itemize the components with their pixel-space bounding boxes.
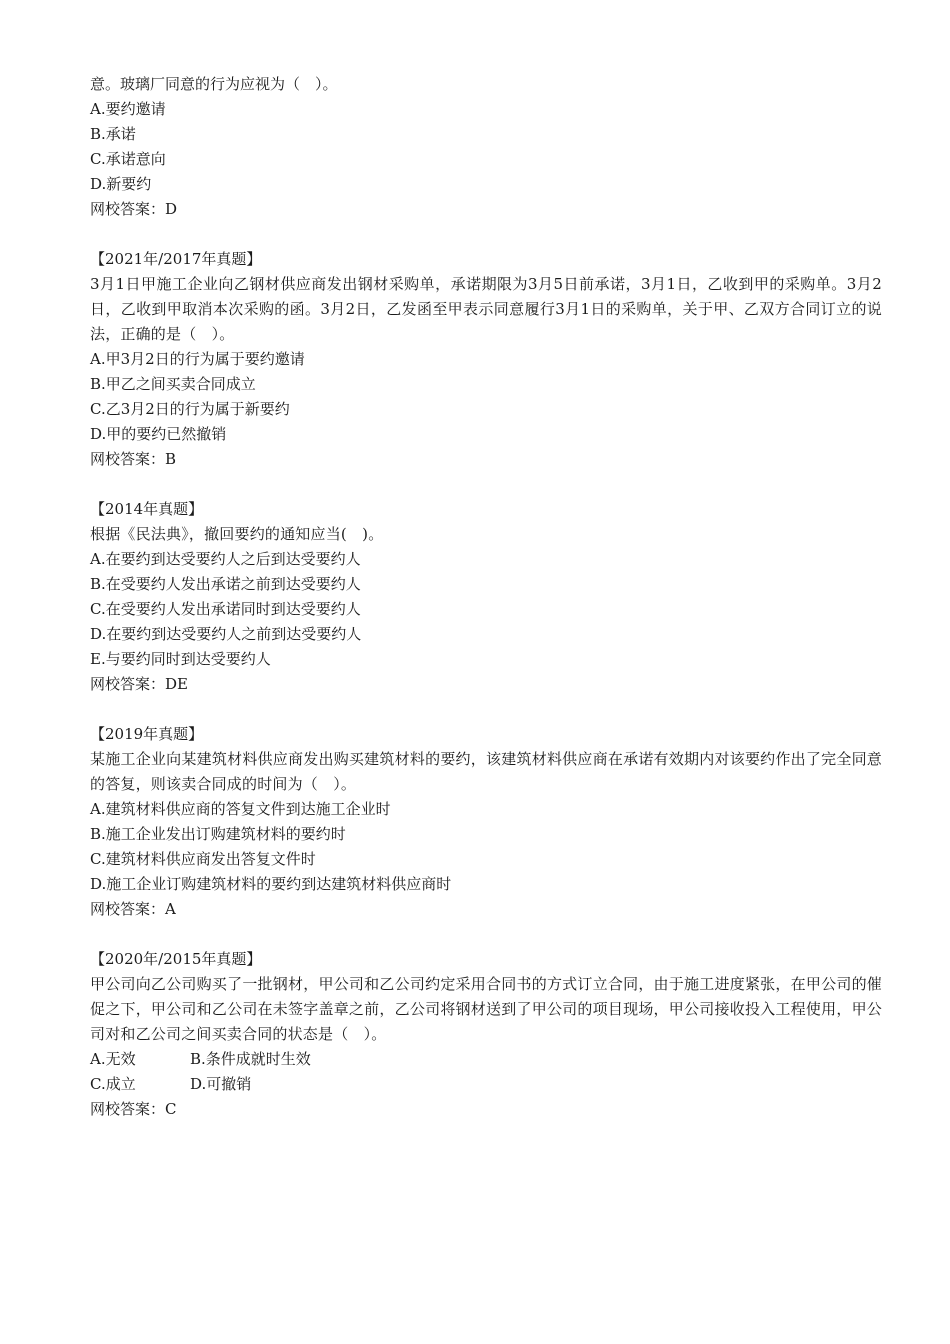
question-stem: 甲公司向乙公司购买了一批钢材，甲公司和乙公司约定采用合同书的方式订立合同，由于施工进度紧张，在甲公司的催促之下，甲公司和乙公司在未签字盖章之前，乙公司将钢材送到了甲公司的项目现场，甲公司接收投入工程使用，甲公司对和乙公司之间买卖合同的状态是（ ）。 [90,975,882,1043]
option-a: A.在要约到达受要约人之后到达受要约人 [90,550,361,568]
option-c: C.建筑材料供应商发出答复文件时 [90,850,316,868]
question-tag: 【2014年真题】 [90,500,204,518]
question-block-4 [90,947,882,1122]
question-stem: 3月1日甲施工企业向乙钢材供应商发出钢材采购单，承诺期限为3月5日前承诺，3月1日，乙收到甲的采购单。3月2日，乙收到甲取消本次采购的函。3月2日，乙发函至甲表示同意履行3月1日的采购单，关于甲、乙双方合同订立的说法，正确的是（ ）。 [90,275,882,343]
option-c: C.成立 [90,1075,136,1093]
option-c: C.乙3月2日的行为属于新要约 [90,400,290,418]
answer-line: 网校答案：B [90,450,177,468]
question-block-1 [90,247,882,472]
option-d: D.施工企业订购建筑材料的要约到达建筑材料供应商时 [90,875,452,893]
option-row-1 [90,1047,882,1072]
question-block-3 [90,722,882,922]
question-stem: 根据《民法典》，撤回要约的通知应当( )。 [90,525,384,543]
option-e: E.与要约同时到达受要约人 [90,650,271,668]
option-a: A.无效 [90,1050,136,1068]
option-row-2 [90,1072,882,1097]
option-a: A.甲3月2日的行为属于要约邀请 [90,350,305,368]
spacer [90,697,882,722]
question-tag: 【2019年真题】 [90,725,204,743]
option-d: D.在要约到达受要约人之前到达受要约人 [90,625,362,643]
spacer [90,472,882,497]
spacer [90,922,882,947]
option-c: C.承诺意向 [90,150,166,168]
option-a: A.建筑材料供应商的答复文件到达施工企业时 [90,800,391,818]
option-a: A.要约邀请 [90,100,166,118]
answer-line: 网校答案：A [90,900,176,918]
answer-line: 网校答案：DE [90,675,188,693]
option-b: B.承诺 [90,125,136,143]
question-stem: 某施工企业向某建筑材料供应商发出购买建筑材料的要约，该建筑材料供应商在承诺有效期内对该要约作出了完全同意的答复，则该卖合同成的时间为（ ）。 [90,750,882,793]
option-d: D.新要约 [90,175,152,193]
question-block-2 [90,497,882,697]
question-stem-tail: 意。玻璃厂同意的行为应视为（ ）。 [90,75,338,93]
answer-line: 网校答案：C [90,1100,177,1118]
option-c: C.在受要约人发出承诺同时到达受要约人 [90,600,361,618]
document-page [90,72,882,1122]
option-b: B.甲乙之间买卖合同成立 [90,375,256,393]
option-b: B.施工企业发出订购建筑材料的要约时 [90,825,346,843]
option-b: B.在受要约人发出承诺之前到达受要约人 [90,575,361,593]
option-d: D.可撤销 [190,1075,252,1093]
question-block-0 [90,72,882,222]
answer-line: 网校答案：D [90,200,178,218]
option-d: D.甲的要约已然撤销 [90,425,227,443]
spacer [90,222,882,247]
option-b: B.条件成就时生效 [190,1050,311,1068]
question-tag: 【2020年/2015年真题】 [90,950,262,968]
question-tag: 【2021年/2017年真题】 [90,250,262,268]
